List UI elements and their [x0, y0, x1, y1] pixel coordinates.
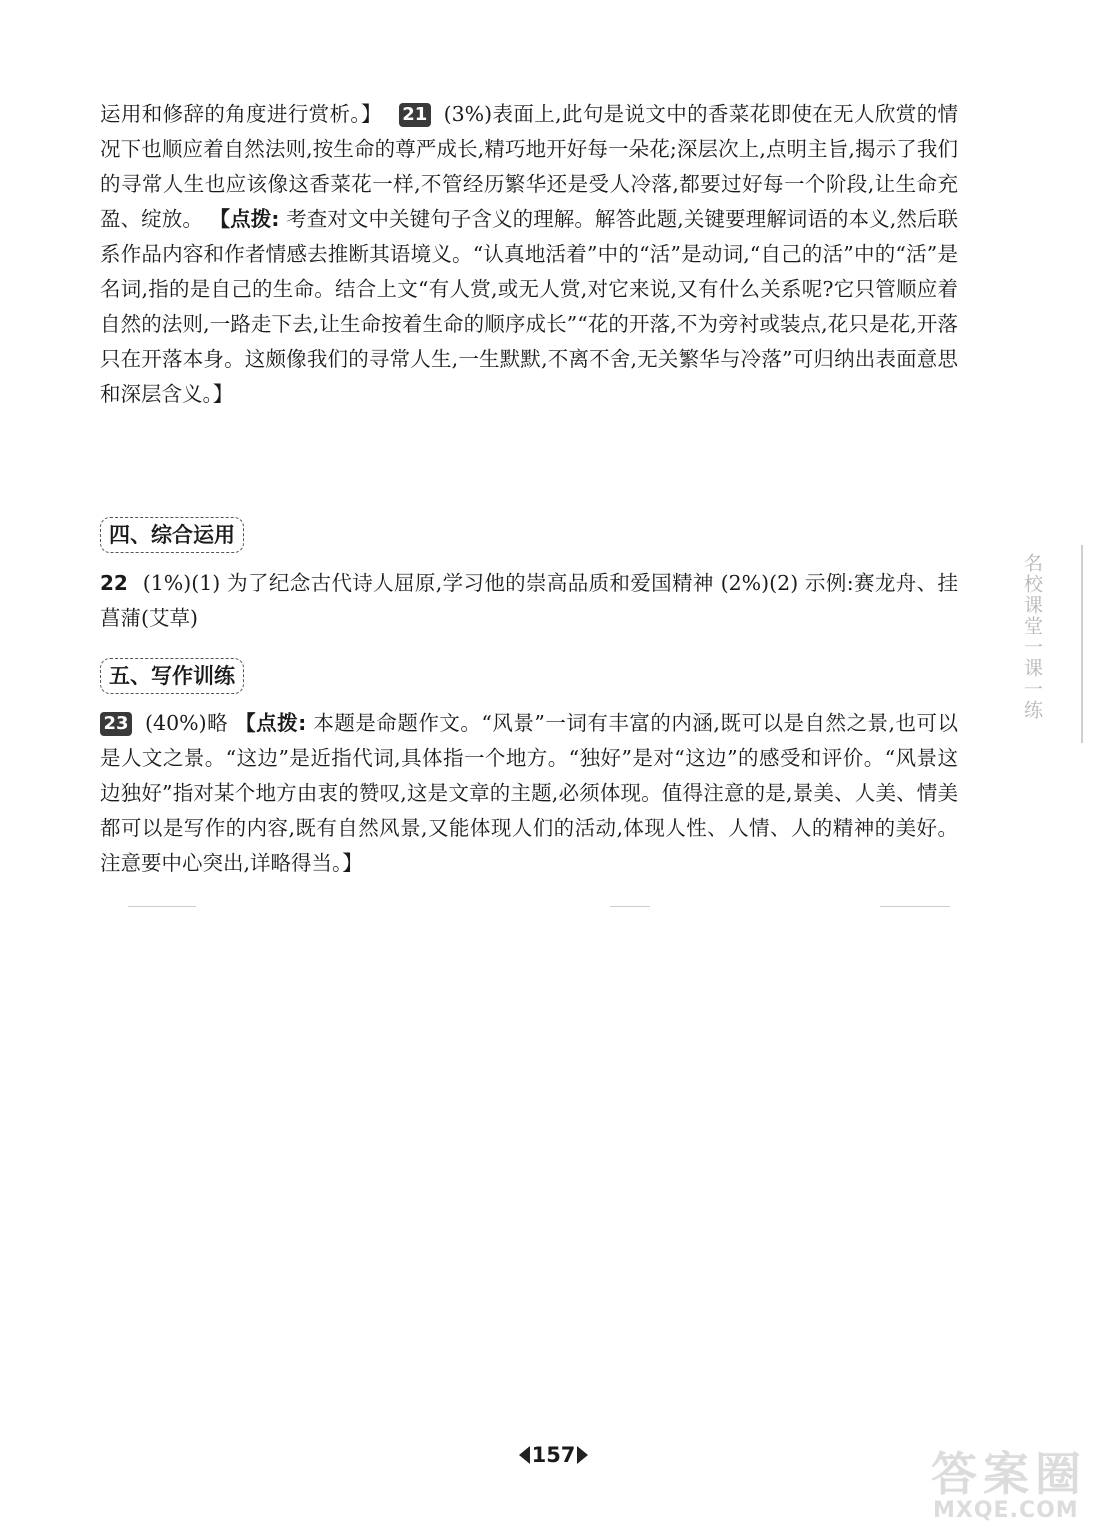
answer-text: (3%)表面上,此句是说文中的香菜花即使在无人欣赏的情况下也顺应着自然法则,按生命的尊严成长,精巧地开好每一朵花;深层次上,点明主旨,揭示了我们的寻常人生也应该像这香菜花一样,不管经历繁华还是受人冷落,都要过好每一个阶段,让生命充盈、绽放。 — [100, 102, 958, 231]
hint-label: 【点拨: — [209, 207, 280, 231]
watermark-main: 答案圈 — [931, 1447, 1087, 1501]
question-number: 22 — [100, 571, 128, 595]
side-tab-label: 名校课堂一课一练 — [1021, 553, 1043, 721]
divider — [128, 906, 196, 907]
answer-text: (1%)(1) 为了纪念古代诗人屈原,学习他的崇高品质和爱国精神 (2%)(2) 示例:赛龙舟、挂菖蒲(艾草) — [100, 571, 958, 630]
side-tab-rule — [1081, 545, 1083, 743]
answer-paragraph-21 — [100, 97, 958, 412]
hint-text: 考查对文中关键句子含义的理解。解答此题,关键要理解词语的本义,然后联系作品内容和作者情感去推断其语境义。“认真地活着”中的“活”是动词,“自己的活”中的“活”是名词,指的是自己的生命。结合上文“有人赏,或无人赏,对它来说,又有什么关系呢?它只管顺应着自然的法则,一路走下去,让生命按着生命的顺序成长”“花的开落,不为旁衬或装点,花只是花,开落只在开落本身。这颇像我们的寻常人生,一生默默,不离不舍,无关繁华与冷落”可归纳出表面意思和深层含义。】 — [100, 207, 958, 406]
hint-text: 本题是命题作文。“风景”一词有丰富的内涵,既可以是自然之景,也可以是人文之景。“这边”是近指代词,具体指一个地方。“独好”是对“这边”的感受和评价。“风景这边独好”指对某个地方由衷的赞叹,这是文章的主题,必须体现。值得注意的是,景美、人美、情美都可以是写作的内容,既有自然风景,又能体现人们的活动,体现人性、人情、人的精神的美好。注意要中心突出,详略得当。】 — [100, 711, 958, 875]
question-number-badge: 23 — [100, 712, 132, 736]
hint-label: 【点拨: — [235, 711, 307, 735]
section-header-comprehensive: 四、综合运用 — [100, 517, 244, 553]
triangle-right-icon — [577, 1446, 588, 1464]
answer-paragraph-23 — [100, 706, 958, 881]
watermark — [925, 1438, 1097, 1530]
watermark-url: MXQE.COM — [933, 1498, 1079, 1523]
page-number-value: 157 — [531, 1443, 576, 1467]
answer-paragraph-22 — [100, 566, 958, 636]
triangle-left-icon — [519, 1446, 530, 1464]
answer-text: (40%)略 — [145, 711, 229, 735]
divider — [610, 906, 650, 907]
section-header-writing: 五、写作训练 — [100, 658, 244, 694]
paragraph-lead-text: 运用和修辞的角度进行赏析。】 — [100, 102, 382, 126]
question-number-badge: 21 — [399, 103, 431, 127]
divider — [880, 906, 950, 907]
